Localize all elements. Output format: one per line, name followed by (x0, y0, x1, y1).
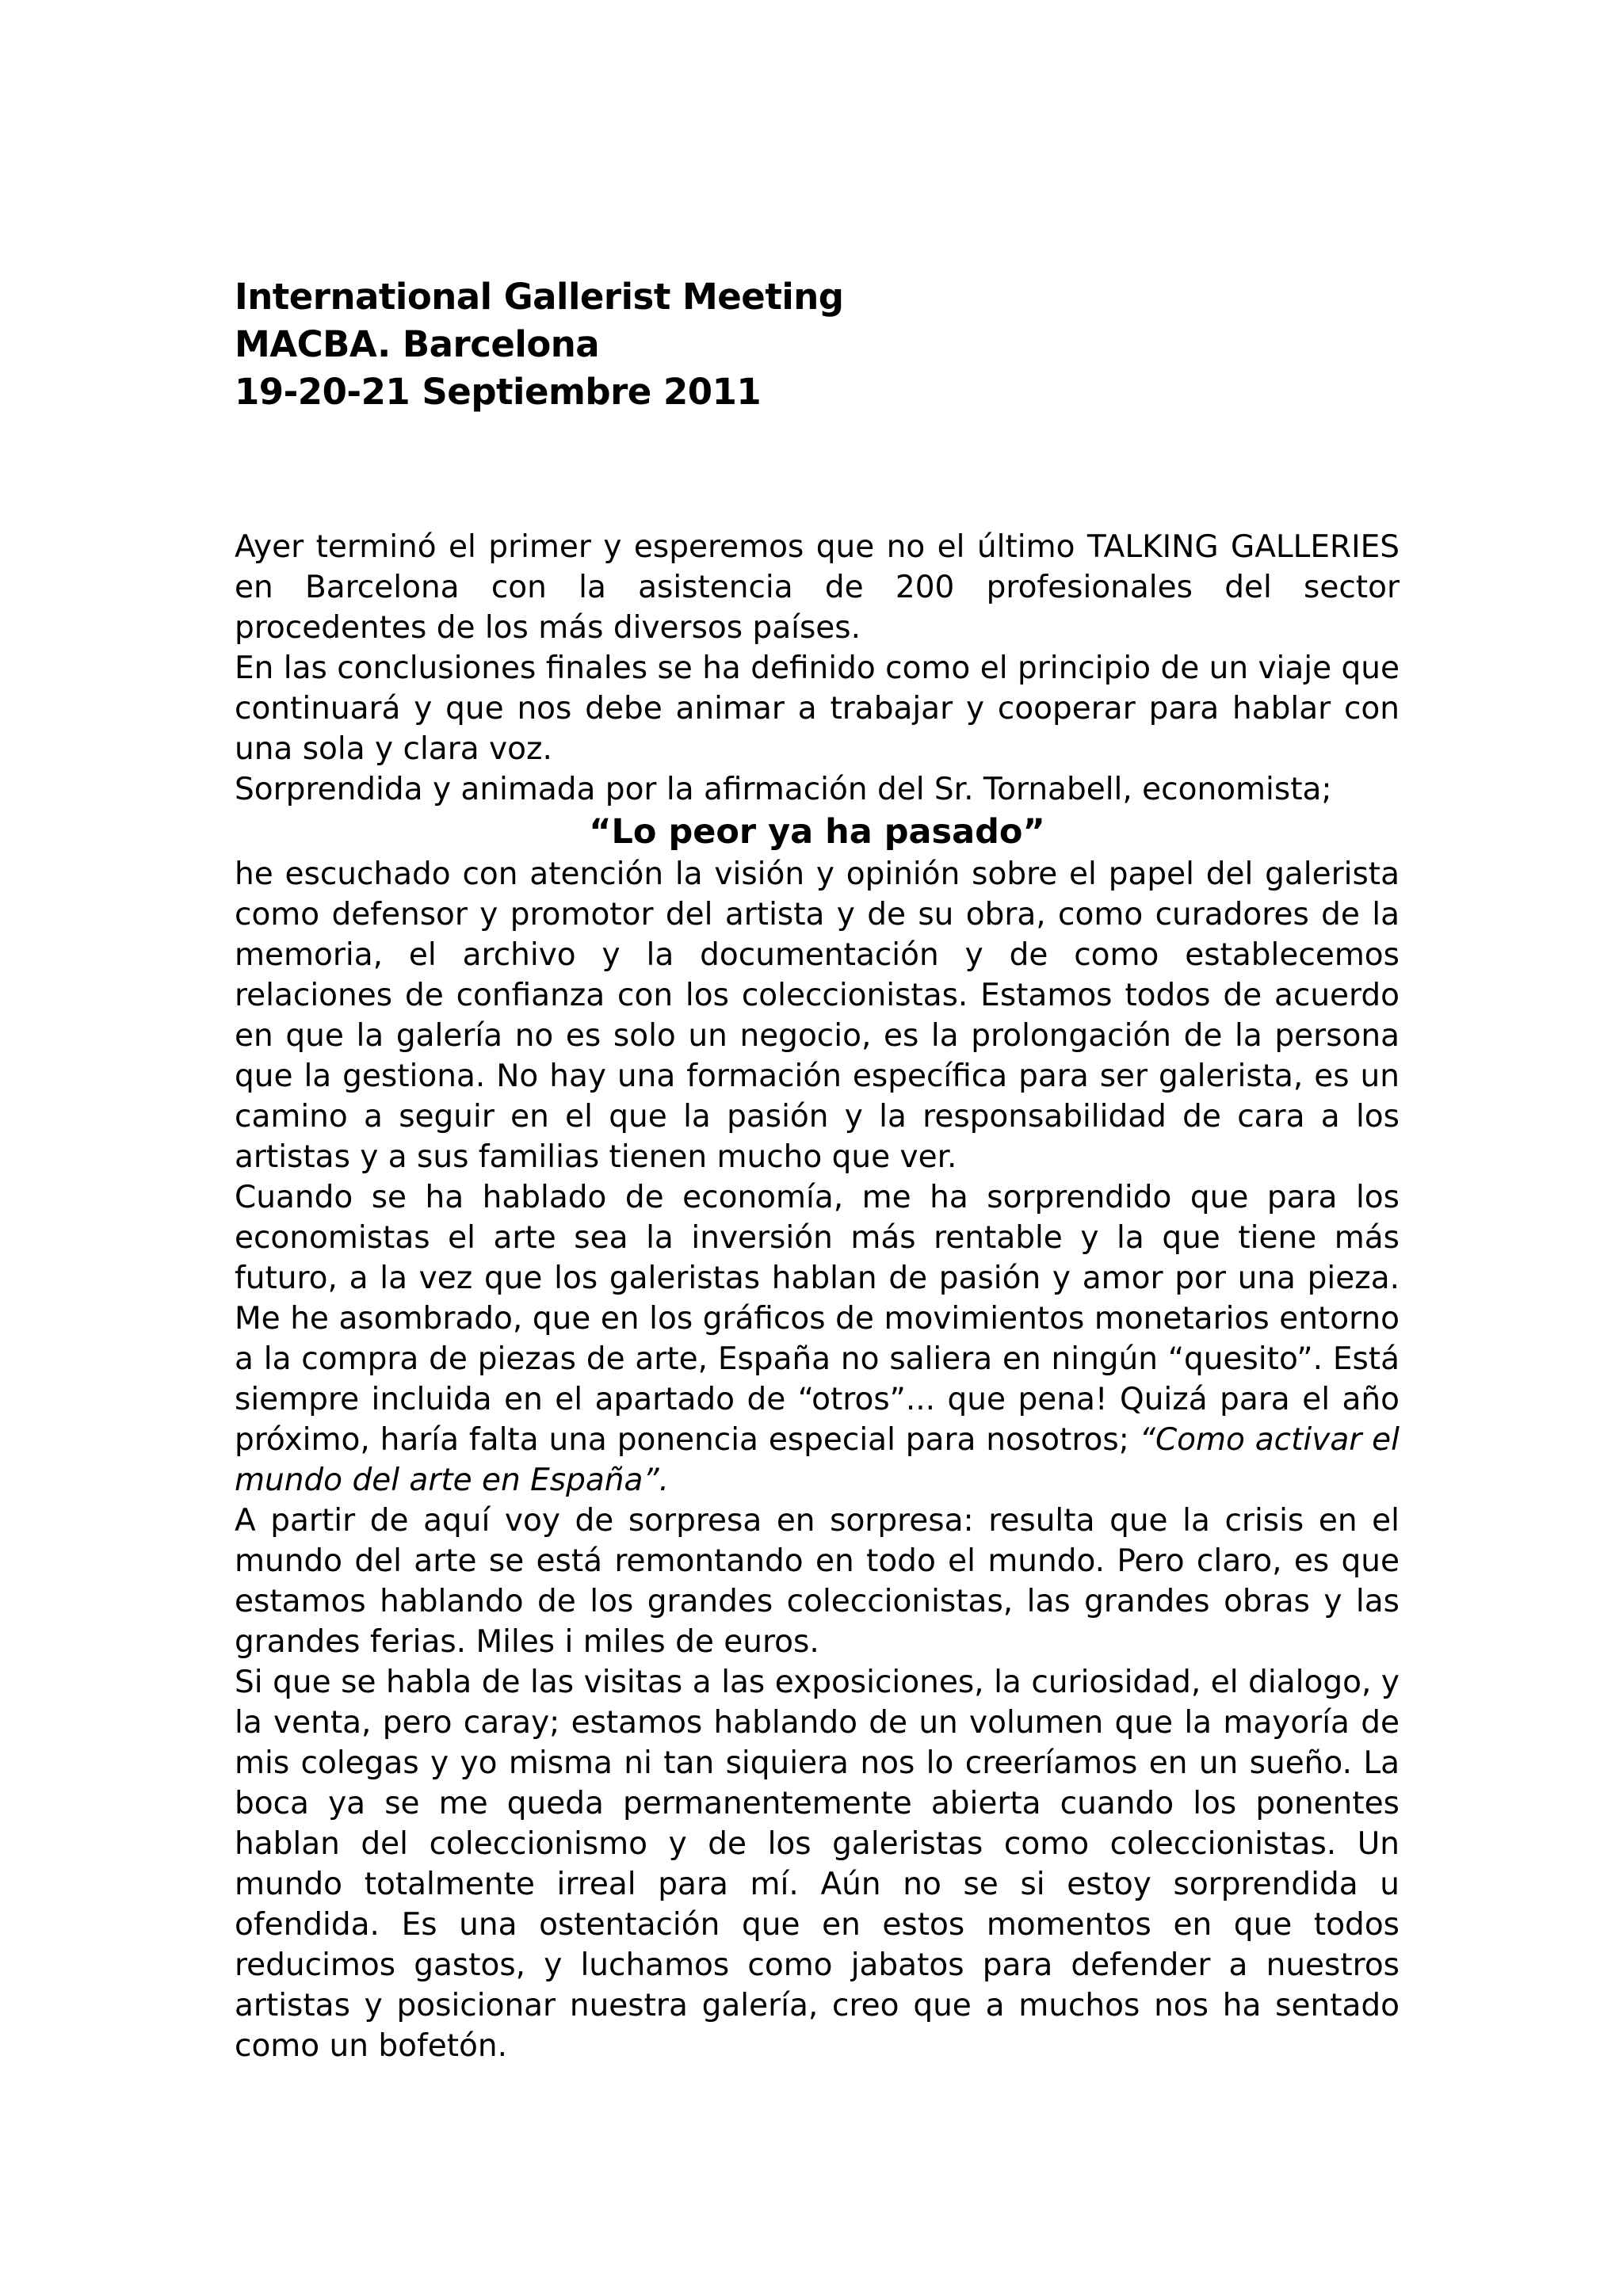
paragraph-crisis: A partir de aquí voy de sorpresa en sorpresa: resulta que la crisis en el mundo del arte se está remontando en todo el mundo. Pero claro, es que estamos hablando de los grandes coleccionistas, las grandes obras y las grandes ferias. Miles i miles de euros. (235, 1503, 1400, 1660)
document-page (235, 273, 1400, 2066)
paragraph-gallerist-role: he escuchado con atención la visión y opinión sobre el papel del galerista como defensor y promotor del artista y de su obra, como curadores de la memoria, el archivo y la documentación y de como establecemos relaciones de confianza con los coleccionistas. Estamos todos de acuerdo en que la galería no es solo un negocio, es la prolongación de la persona que la gestiona. No hay una formación específica para ser galerista, es un camino a seguir en el que la pasión y la responsabilidad de cara a los artistas y a sus familias tienen mucho que ver. (235, 856, 1400, 1175)
paragraph-economy-text: Cuando se ha hablado de economía, me ha sorprendido que para los economistas el arte sea la inversión más rentable y la que tiene más futuro, a la vez que los galeristas hablan de pasión y amor por una pieza. Me he asombrado, que en los gráficos de movimientos monetarios entorno a la compra de piezas de arte, España no saliera en ningún “quesito”. Está siempre incluida en el apartado de “otros”... que pena! Quizá para el año próximo, haría falta una ponencia especial para nosotros; (235, 1180, 1400, 1458)
paragraph-tornabell: Sorprendida y animada por la afirmación del Sr. Tornabell, economista; (235, 772, 1332, 807)
pull-quote: “Lo peor ya ha pasado” (589, 812, 1045, 852)
event-venue: MACBA. Barcelona (235, 323, 600, 365)
event-dates: 19-20-21 Septiembre 2011 (235, 371, 762, 413)
paragraph-conclusions: En las conclusiones finales se ha definido como el principio de un viaje que continuará y que nos debe animar a trabajar y cooperar para hablar con una sola y clara voz. (235, 650, 1400, 767)
paragraph-economy-italic: “Como activar el mundo del arte en España”. (235, 1422, 1400, 1498)
document-header (235, 273, 1400, 416)
paragraph-intro: Ayer terminó el primer y esperemos que no el último TALKING GALLERIES en Barcelona con la asistencia de 200 profesionales del sector procedentes de los más diversos países. (235, 529, 1400, 646)
paragraph-collecting: Si que se habla de las visitas a las exposiciones, la curiosidad, el dialogo, y la venta, pero caray; estamos hablando de un volumen que la mayoría de mis colegas y yo misma ni tan siquiera nos lo creeríamos en un sueño. La boca ya se me queda permanentemente abierta cuando los ponentes hablan del coleccionismo y de los galeristas como coleccionistas. Un mundo totalmente irreal para mí. Aún no se si estoy sorprendida u ofendida. Es una ostentación que en estos momentos en que todos reducimos gastos, y luchamos como jabatos para defender a nuestros artistas y posicionar nuestra galería, creo que a muchos nos ha sentado como un bofetón. (235, 1665, 1400, 2064)
paragraph-economy (235, 1177, 1400, 1501)
article-body (235, 527, 1400, 2066)
event-title: International Gallerist Meeting (235, 276, 844, 318)
